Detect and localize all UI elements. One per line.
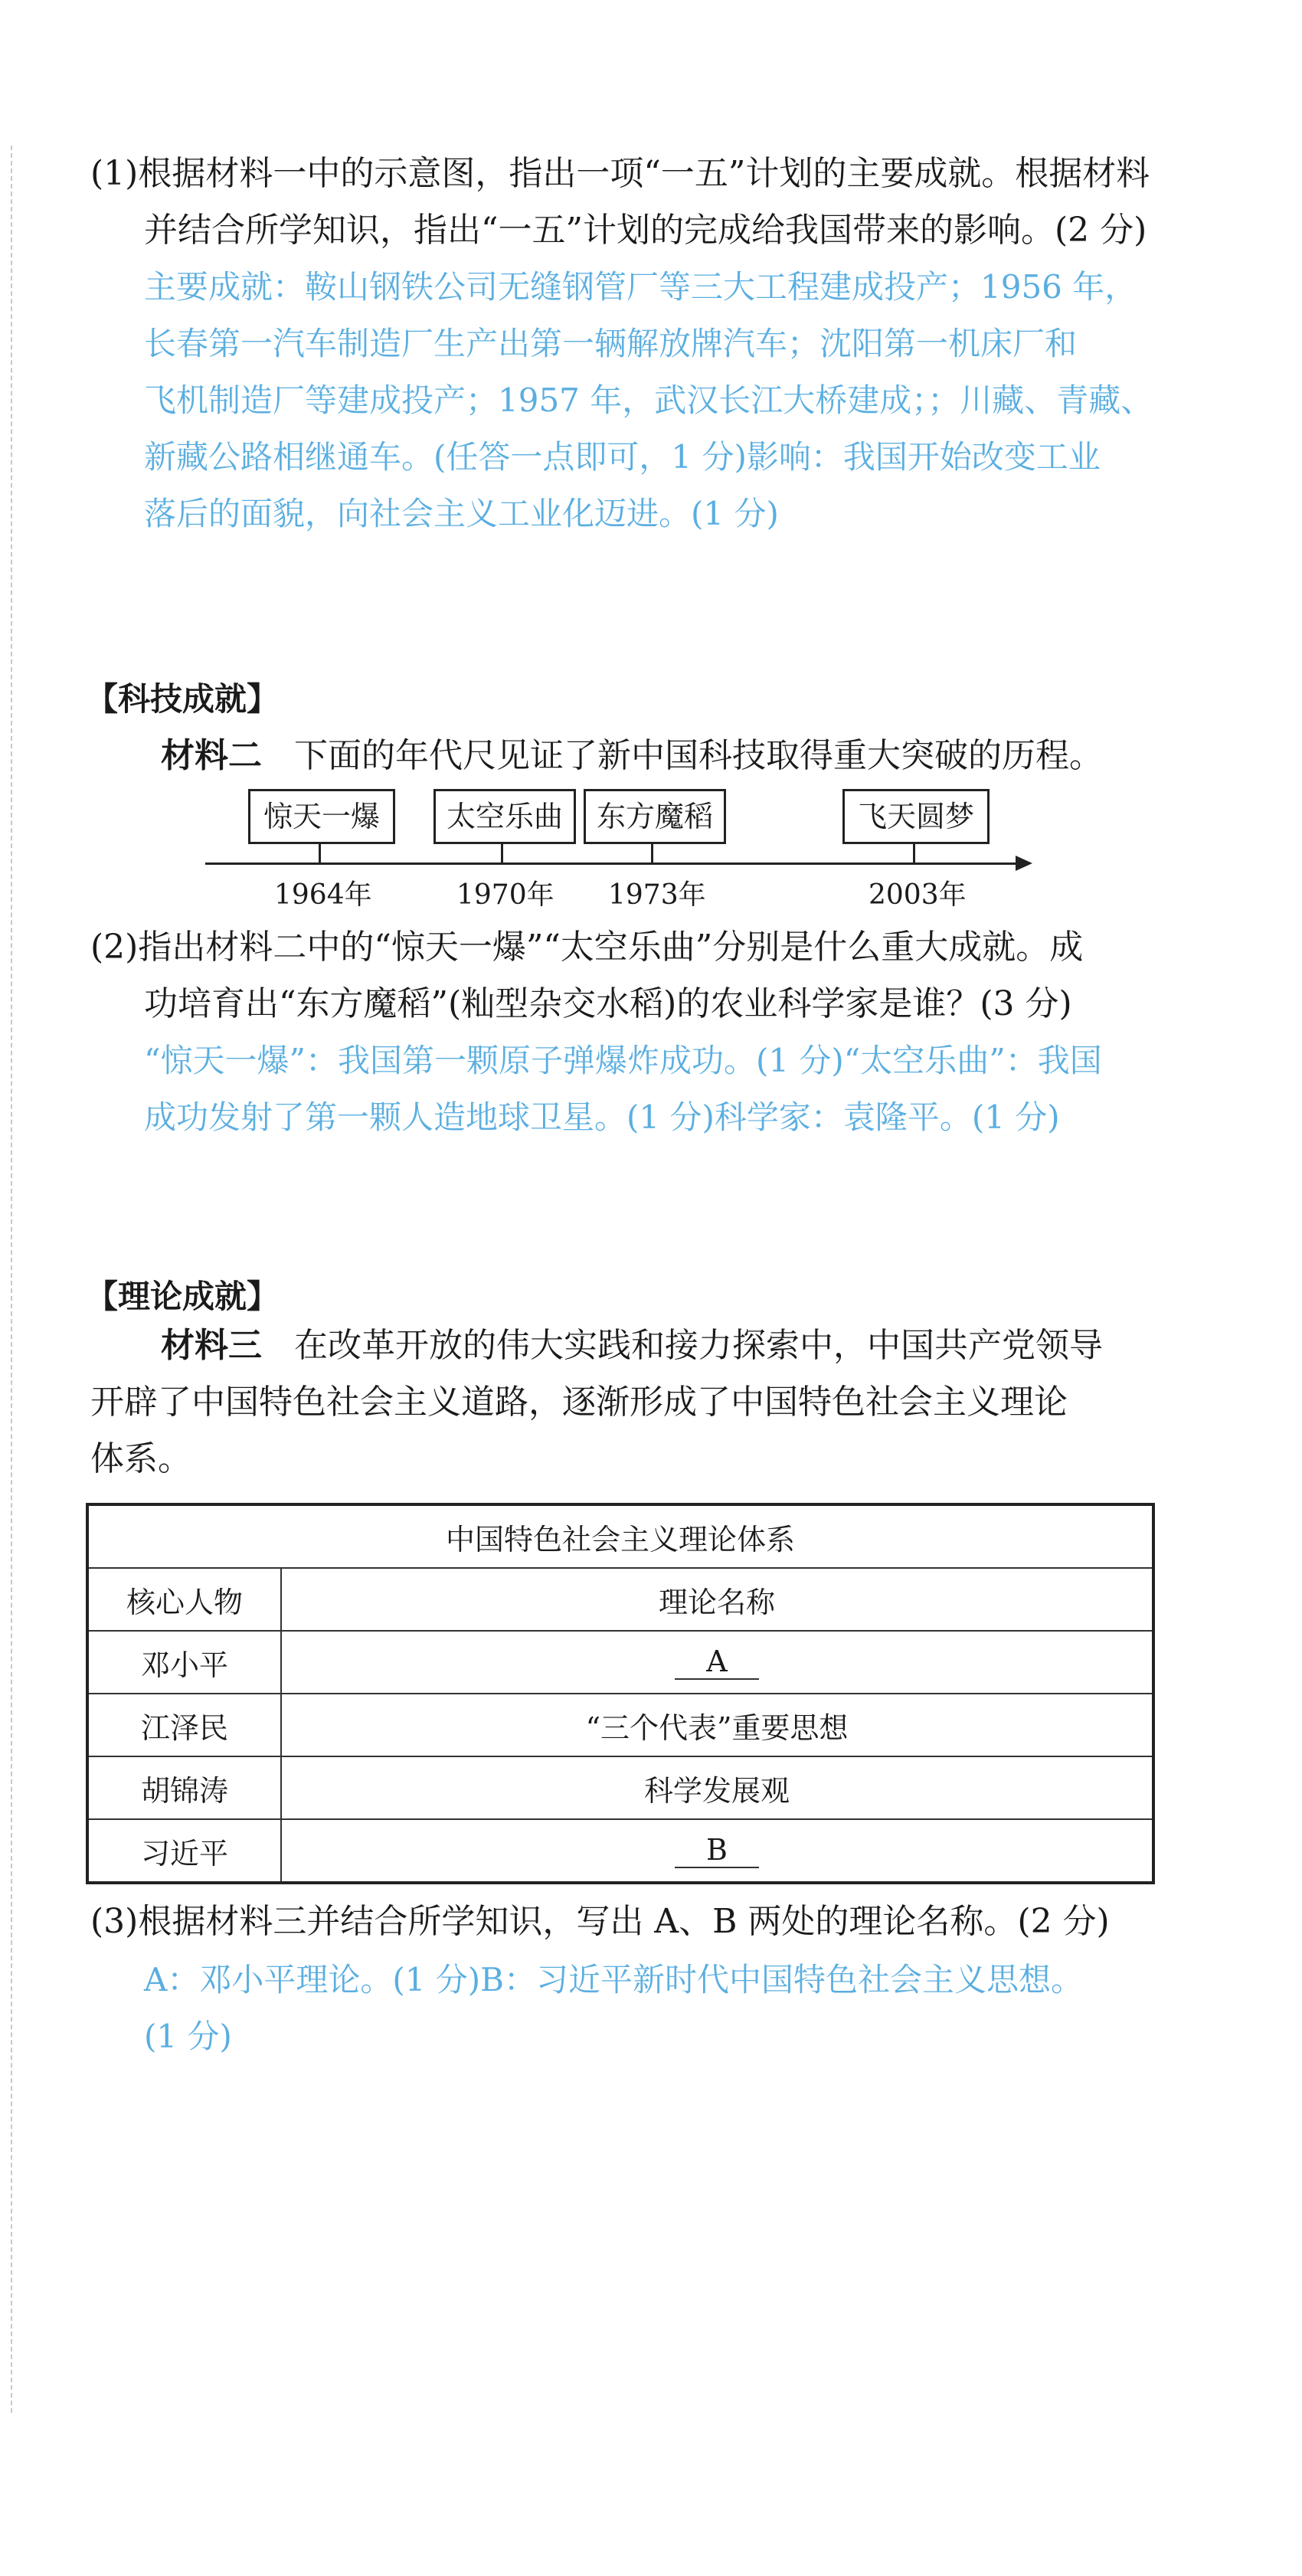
table-title-row	[87, 1504, 1153, 1568]
answer-2-line: “惊天一爆”：我国第一颗原子弹爆炸成功。(1 分)“太空乐曲”：我国	[144, 1042, 1102, 1079]
answer-1	[144, 259, 1163, 542]
table-cell-person: 胡锦涛	[87, 1756, 281, 1819]
question-1-line-1: (1)根据材料一中的示意图，指出一项“一五”计划的主要成就。根据材料	[90, 154, 1150, 193]
table-title: 中国特色社会主义理论体系	[87, 1504, 1153, 1568]
section-heading-tech: 【科技成就】	[86, 680, 280, 718]
answer-3	[144, 1952, 1163, 2065]
timeline-event-box: 惊天一爆	[248, 789, 395, 844]
table-row	[87, 1756, 1153, 1819]
answer-1-line: 飞机制造厂等建成投产；1957 年，武汉长江大桥建成；；川藏、青藏、	[144, 381, 1153, 419]
material-2	[161, 728, 1103, 784]
section-heading-theory: 【理论成就】	[86, 1278, 280, 1315]
question-1	[90, 146, 1163, 259]
timeline-tick	[913, 842, 915, 863]
answer-1-line: 落后的面貌，向社会主义工业化迈进。(1 分)	[144, 495, 779, 532]
question-1-line-2: 并结合所学知识，指出“一五”计划的完成给我国带来的影响。(2 分)	[144, 211, 1147, 250]
question-2	[90, 919, 1163, 1033]
timeline-year: 1964年	[274, 879, 372, 911]
timeline-year: 2003年	[869, 879, 967, 911]
timeline-year: 1970年	[456, 879, 554, 911]
timeline-arrow-icon	[1016, 856, 1032, 871]
material-3-line-1: 在改革开放的伟大实践和接力探索中，中国共产党领导	[293, 1326, 1103, 1365]
material-2-label: 材料二	[161, 736, 262, 775]
table-cell-theory: “三个代表”重要思想	[281, 1694, 1153, 1756]
answer-1-line: 主要成就：鞍山钢铁公司无缝钢管厂等三大工程建成投产；1956 年，	[144, 268, 1137, 306]
answer-1-line: 长春第一汽车制造厂生产出第一辆解放牌汽车；沈阳第一机床厂和	[144, 325, 1078, 362]
table-cell-person: 江泽民	[87, 1694, 281, 1756]
timeline-event-box: 东方魔稻	[584, 789, 726, 844]
table-row	[87, 1819, 1153, 1883]
timeline-axis	[205, 862, 1017, 865]
answer-3-line: A：邓小平理论。(1 分)B：习近平新时代中国特色社会主义思想。	[144, 1961, 1084, 1998]
table-header-cell: 理论名称	[281, 1568, 1153, 1631]
timeline-event-box: 太空乐曲	[433, 789, 576, 844]
table-header-cell: 核心人物	[87, 1568, 281, 1631]
table-row	[87, 1694, 1153, 1756]
theory-table	[86, 1503, 1155, 1884]
answer-2	[144, 1033, 1163, 1146]
blank-b: B	[675, 1833, 759, 1868]
question-2-line-1: (2)指出材料二中的“惊天一爆”“太空乐曲”分别是什么重大成就。成	[90, 928, 1084, 967]
table-header-row	[87, 1568, 1153, 1631]
table-cell-theory	[281, 1631, 1153, 1694]
question-2-line-2: 功培育出“东方魔稻”(籼型杂交水稻)的农业科学家是谁？(3 分)	[144, 984, 1072, 1023]
question-3	[90, 1894, 1163, 1950]
timeline-year: 1973年	[608, 879, 706, 911]
table-cell-theory	[281, 1819, 1153, 1883]
timeline-tick	[501, 842, 503, 863]
table-cell-person: 习近平	[87, 1819, 281, 1883]
answer-3-line: (1 分)	[144, 2018, 232, 2055]
table-cell-person: 邓小平	[87, 1631, 281, 1694]
material-3-line-3: 体系。	[90, 1439, 191, 1478]
answer-1-line: 新藏公路相继通车。(任答一点即可，1 分)影响：我国开始改变工业	[144, 438, 1101, 476]
material-2-text: 下面的年代尺见证了新中国科技取得重大突破的历程。	[293, 736, 1103, 775]
binding-margin-line	[11, 146, 12, 2413]
material-3-label: 材料三	[161, 1326, 262, 1365]
timeline-event-box: 飞天圆梦	[842, 789, 990, 844]
question-3-line-1: (3)根据材料三并结合所学知识，写出 A、B 两处的理论名称。(2 分)	[90, 1902, 1110, 1941]
timeline-tick	[319, 842, 321, 863]
timeline-tick	[651, 842, 653, 863]
table-row	[87, 1631, 1153, 1694]
material-3	[90, 1317, 1163, 1488]
material-3-line-2: 开辟了中国特色社会主义道路，逐渐形成了中国特色社会主义理论	[90, 1383, 1068, 1422]
table-cell-theory: 科学发展观	[281, 1756, 1153, 1819]
blank-a: A	[675, 1645, 759, 1680]
answer-2-line: 成功发射了第一颗人造地球卫星。(1 分)科学家：袁隆平。(1 分)	[144, 1098, 1060, 1136]
